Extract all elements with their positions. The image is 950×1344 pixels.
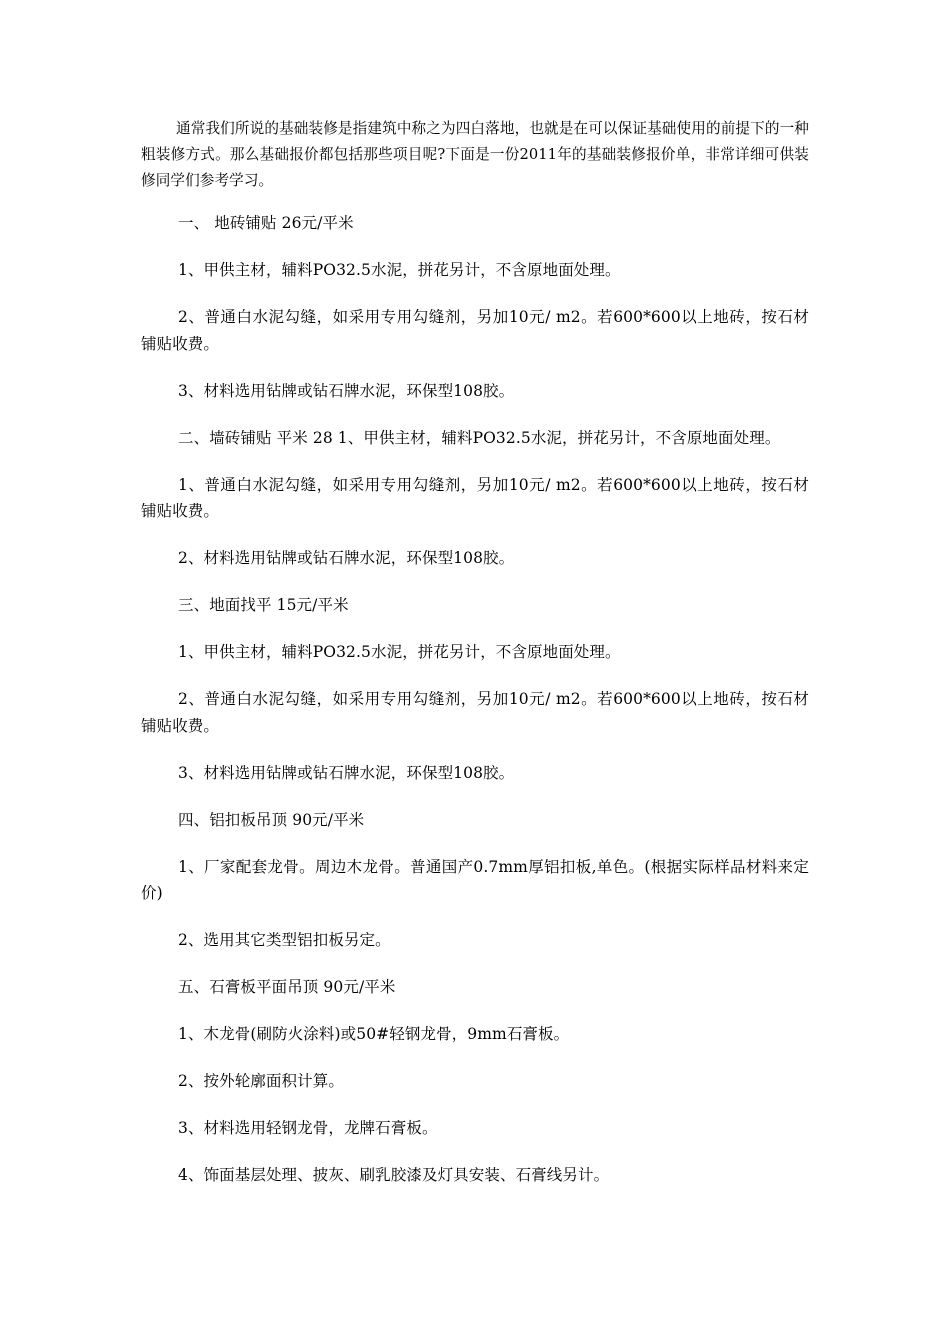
section-heading-gypsum-ceiling: 五、石膏板平面吊顶 90元/平米 [178, 978, 396, 996]
list-item: 3、材料选用钻牌或钻石牌水泥，环保型108胶。 [178, 381, 515, 400]
list-item: 4、饰面基层处理、披灰、刷乳胶漆及灯具安装、石膏线另计。 [178, 1166, 610, 1184]
section-heading-wall-tile: 二、墙砖铺贴 平米 28 1、甲供主材，辅料PO32.5水泥，拼花另计，不含原地面处理。 [178, 428, 781, 447]
list-item: 2、按外轮廓面积计算。 [178, 1072, 344, 1090]
list-item: 2、材料选用钻牌或钻石牌水泥，环保型108胶。 [178, 549, 515, 567]
list-item: 2、普通白水泥勾缝，如采用专用勾缝剂，另加10元/ m2。若600*600以上地砖，按石材铺贴收费。 [141, 690, 809, 735]
section-heading-aluminum-ceiling: 四、铝扣板吊顶 90元/平米 [178, 810, 365, 829]
list-item: 3、材料选用钻牌或钻石牌水泥，环保型108胶。 [178, 763, 515, 782]
list-item: 1、甲供主材，辅料PO32.5水泥，拼花另计，不含原地面处理。 [178, 261, 621, 279]
section-heading-floor-tile: 一、 地砖铺贴 26元/平米 [178, 214, 354, 232]
list-item: 2、选用其它类型铝扣板另定。 [178, 931, 391, 949]
document-body [141, 116, 809, 1189]
list-item: 2、普通白水泥勾缝，如采用专用勾缝剂，另加10元/ m2。若600*600以上地砖，按石材铺贴收费。 [141, 308, 809, 353]
list-item: 3、材料选用轻钢龙骨，龙牌石膏板。 [178, 1119, 438, 1137]
list-item: 1、甲供主材，辅料PO32.5水泥，拼花另计，不含原地面处理。 [178, 643, 621, 661]
list-item: 1、普通白水泥勾缝，如采用专用勾缝剂，另加10元/ m2。若600*600以上地砖，按石材铺贴收费。 [141, 475, 809, 520]
intro-paragraph: 通常我们所说的基础装修是指建筑中称之为四白落地，也就是在可以保证基础使用的前提下的一种粗装修方式。那么基础报价都包括那些项目呢?下面是一份2011年的基础装修报价单，非常详细可供装修同学们参考学习。 [141, 120, 809, 189]
section-heading-floor-leveling: 三、地面找平 15元/平米 [178, 596, 349, 614]
list-item: 1、木龙骨(刷防火涂料)或50#轻钢龙骨，9mm石膏板。 [178, 1025, 570, 1043]
list-item: 1、厂家配套龙骨。周边木龙骨。普通国产0.7mm厚铝扣板,单色。(根据实际样品材料来定价) [141, 857, 809, 902]
